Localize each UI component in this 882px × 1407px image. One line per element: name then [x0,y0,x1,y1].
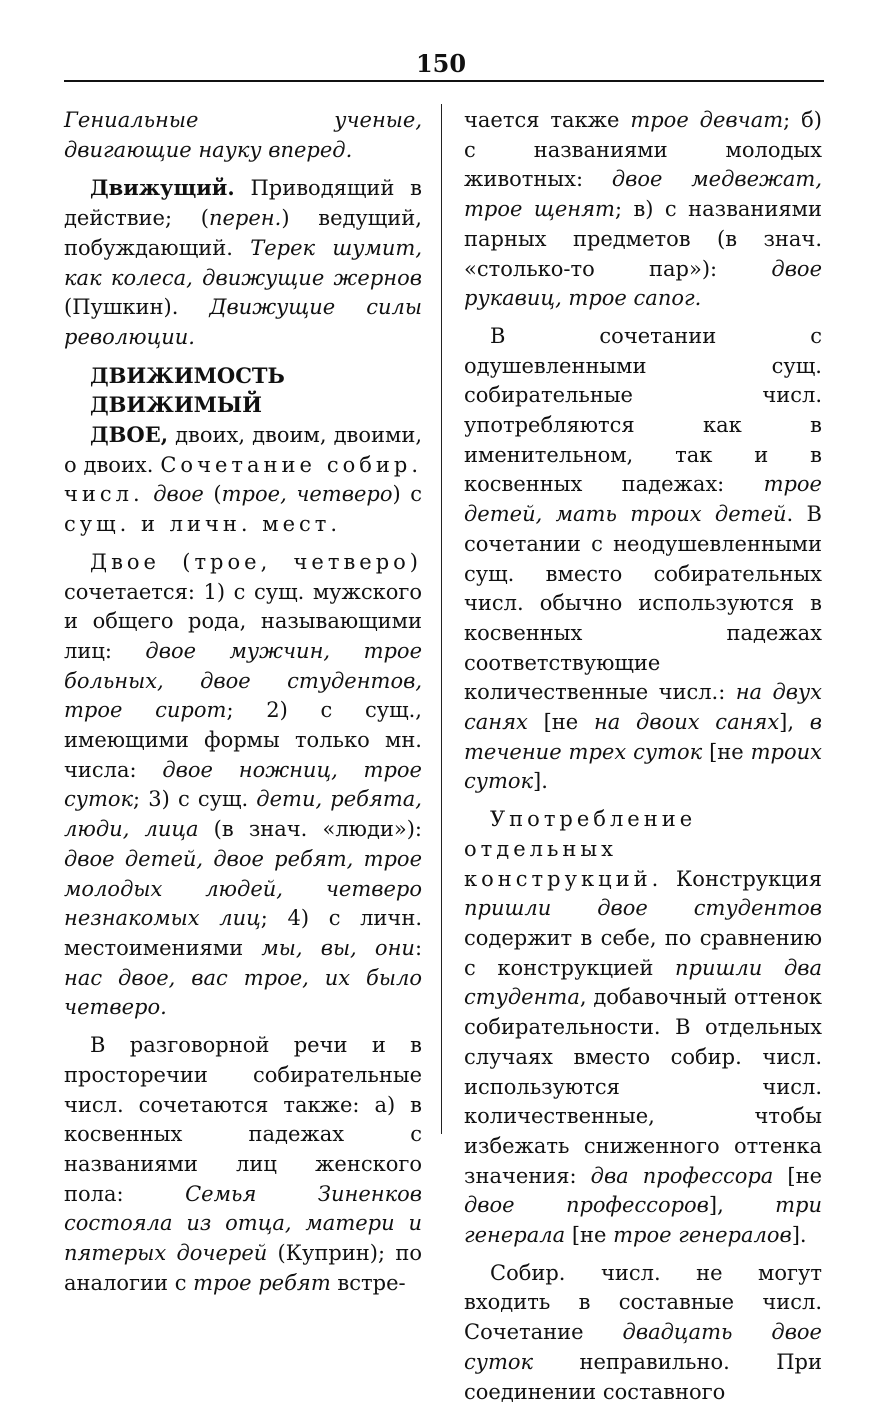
example-text: дети, ребята, люди, лица [64,787,422,842]
paragraph [464,322,822,797]
text: . В сочетании с неодушевленными сущ. вместо собирательных числ. обычно используются в косвенных падежах соответствующие количественные числ.: [464,502,822,705]
text: В сочетании с одушевленными сущ. собирательные числ. употребляются как в именительном, так и в косвенных падежах: [464,323,822,497]
text: ) с [392,482,422,507]
text: Приводящий в действие; ( [64,176,422,231]
text: перен. [208,206,282,231]
text: ], [779,710,810,735]
text: [не [773,1163,822,1188]
example-text: двое детей, двое ребят, трое молодых людей, четверо незнакомых лиц [64,846,422,931]
paragraph [64,1031,422,1298]
example-text: пришли два студента [464,955,822,1010]
text: (в знач. «люди»): [198,817,422,842]
text: (Пушкин). [64,295,210,320]
page-number: 150 [415,49,467,78]
example-text: трое детей, мать троих детей [464,472,822,527]
paragraph [464,1259,822,1407]
text: ]. [533,769,548,794]
right-column [464,106,822,1407]
text: ; б) с названиями молодых животных: [464,108,822,192]
example-text: на двоих санях [593,710,780,735]
text: встре- [330,1270,406,1295]
paragraph [464,106,822,314]
example-text: двое рукавиц, трое сапог. [464,256,822,311]
text: : [414,935,423,960]
example-text: Гениальные ученые, двигающие науку вперед. [64,108,422,162]
example-text: трое ребят [193,1270,331,1295]
text: ( [203,482,222,507]
text: сущ. и личн. мест. [64,512,342,537]
text: Двое (трое, четверо) [90,549,422,574]
text [144,482,154,506]
example-text: нас двое, вас трое, их было четверо. [64,965,422,1020]
text: Собир. числ. не могут входить в составные числ. Сочетание [464,1260,822,1345]
text: сочетается: 1) с сущ. мужского и общего рода, называющими лиц: [64,579,422,663]
example-text: двадцать двое суток [464,1320,822,1374]
example-text: трое генералов [613,1223,792,1248]
headword-dvizhimyy: ДВИЖИМЫЙ [90,392,262,418]
left-column [64,106,422,1298]
text: ; 3) с сущ. [133,787,257,812]
text: (Куприн); по аналогии с [64,1241,422,1295]
text: неправильно. При соединении составного [464,1349,822,1404]
example-text: троих суток [464,739,823,794]
text: ; 4) с личн. местоимениями [64,906,422,960]
text: трое, четверо [221,482,393,507]
text: двое [153,482,204,507]
entry-dvizhushchiy [64,173,422,352]
column-divider [441,104,442,1134]
text: ]. [791,1223,807,1248]
text: Употребление отдельных конструкций. [464,807,697,891]
text: В разговорной речи и в просторечии собирательные числ. сочетаются также: а) в косвенных падежах с названиями лиц женского пола: [64,1033,422,1206]
text: [не [527,710,594,735]
headword-dvizhimost: ДВИЖИМОСТЬ [90,362,285,388]
example-text: Семья Зиненков состояла из отца, матери и пятерых дочерей [64,1181,422,1266]
text: Сочетание собир. числ. [64,452,423,507]
text: ; 2) с сущ., имеющими формы только мн. числа: [64,698,422,782]
text: , добавочный оттенок собирательности. В отдельных случаях вместо собир. числ. используются числ. количественные, чтобы избежать сниженного оттенка значения: [464,985,822,1188]
text: содержит в себе, по сравнению с конструкцией [464,925,822,980]
example-text: Терек шумит, как колеса, движущие жернов [64,235,422,290]
example-text: мы, вы, они [261,935,415,960]
example-text: два профессора [590,1163,774,1188]
example-text: три генерала [464,1193,823,1248]
example-text: двое мужчин, трое больных, двое студентов, трое сирот [64,638,422,723]
entry-dvoe [64,420,422,540]
text: чается также [464,108,631,132]
example-text: Движущие силы революции. [64,295,422,349]
example-text: двое профессоров [464,1193,709,1218]
example-text: на двух санях [464,680,823,735]
text: Конструкция [662,866,822,891]
text: [не [702,739,751,764]
text: ) ведущий, побуждающий. [64,206,422,260]
text: ], [708,1193,776,1218]
text: ; в) с названиями парных предметов (в знач. «столько-то пар»): [464,197,823,281]
text: двоих, двоим, двоими, о двоих. [64,423,422,477]
paragraph [64,548,422,1023]
headword: Движущий. [90,175,235,201]
example-text: пришли двое студентов [464,896,822,921]
headword: ДВОЕ, [90,422,169,448]
paragraph [64,106,422,165]
paragraph [464,805,822,1251]
text: [не [565,1223,614,1248]
header-rule [64,80,824,82]
example-text: двое ножниц, трое суток [64,757,422,812]
example-text: двое медвежат, трое щенят [464,167,823,222]
example-text: в течение трех суток [464,710,823,764]
example-text: трое девчат [630,108,784,132]
